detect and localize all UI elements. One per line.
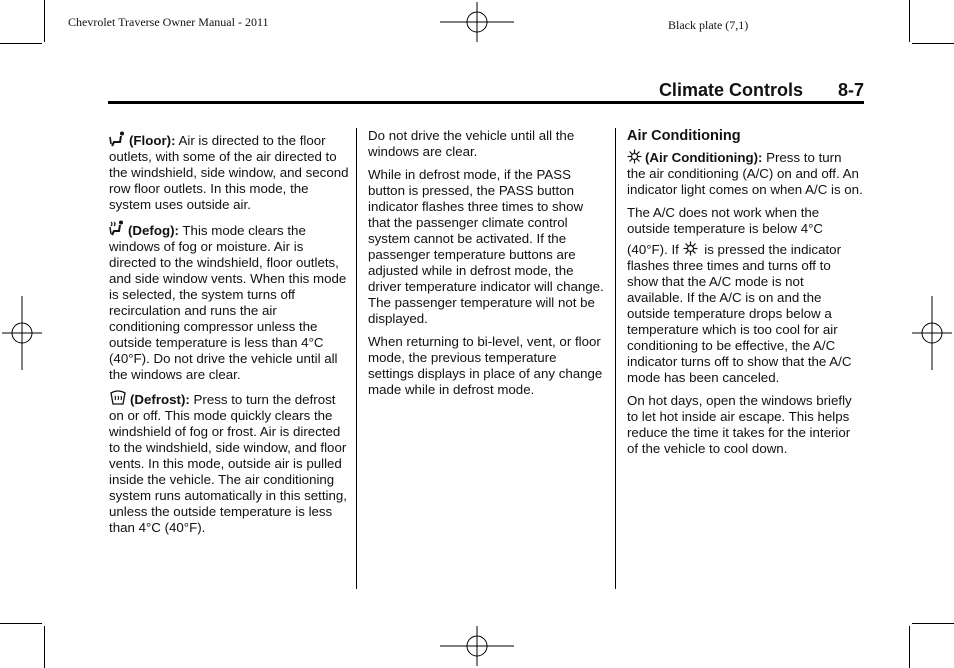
ac-paragraph xyxy=(627,149,863,198)
floor-paragraph xyxy=(109,131,349,213)
column-3 xyxy=(627,128,863,464)
slug-title: Chevrolet Traverse Owner Manual - 2011 xyxy=(68,15,269,29)
crop-mark xyxy=(912,623,954,624)
crop-mark xyxy=(44,626,45,668)
section-title: Climate Controls xyxy=(658,80,803,100)
column-divider xyxy=(615,128,616,589)
defog-paragraph xyxy=(109,220,349,383)
ac-text: Press to turn the air conditioning (A/C) on and off. An indicator light comes on when A/C is on. xyxy=(627,150,863,197)
page-number: 8-7 xyxy=(837,80,864,100)
ac-label: (Air Conditioning): xyxy=(645,150,763,165)
registration-mark-top xyxy=(440,2,514,42)
air-conditioning-icon xyxy=(627,149,642,164)
defrost-label: (Defrost): xyxy=(130,392,190,407)
crop-mark xyxy=(912,43,954,44)
defrost-mode-icon xyxy=(109,390,127,406)
defog-text: This mode clears the windows of fog or moisture. Air is directed to the windshield, floor outlets, and side window vents. When this mode is selected, the system turns off recirculation and runs the air conditioning compressor unless the outside temperature is less than 4°C (40°F). Do not drive the vehicle until all the windows are clear. xyxy=(109,223,347,382)
column-3-paragraph-4: On hot days, open the windows briefly to let hot inside air escape. This helps reduce the time it takes for the interior of the vehicle to cool down. xyxy=(627,393,852,456)
slug-plate: Black plate (7,1) xyxy=(668,18,749,32)
column-2-paragraph-1: Do not drive the vehicle until all the windows are clear. xyxy=(368,128,575,159)
crop-mark xyxy=(44,0,45,42)
floor-mode-icon xyxy=(109,131,126,147)
crop-mark xyxy=(909,0,910,42)
defrost-text: Press to turn the defrost on or off. This mode quickly clears the windshield of fog or frost. Air is directed to the windshield, side window, and floor vents. In this mode, outside air is pulled inside the vehicle. The air conditioning system runs automatically in this setting, unless the outside temperature is less than 4°C (40°F). xyxy=(109,392,347,535)
floor-text: Air is directed to the floor outlets, with some of the air directed to the windshield, side window, and second row floor outlets. In this mode, the system uses outside air. xyxy=(109,133,349,212)
registration-mark-right xyxy=(912,296,952,370)
registration-mark-bottom xyxy=(440,626,514,666)
defrost-paragraph xyxy=(109,390,349,536)
crop-mark xyxy=(0,623,42,624)
paragraph-3-rest: is pressed the indicator flashes three times and turns off to show that the A/C mode is not available. If the A/C is on and the outside temperature drops below a temperature which is too cool for air conditioning to be effective, the A/C indicator turns off to show that the A/C mode has been canceled. xyxy=(627,242,852,385)
crop-mark xyxy=(909,626,910,668)
registration-mark-left xyxy=(2,296,42,370)
column-1 xyxy=(109,131,349,543)
column-3-paragraph-2: The A/C does not work when the outside temperature is below 4°C xyxy=(627,205,824,236)
air-conditioning-icon xyxy=(683,241,698,256)
column-divider xyxy=(356,128,357,589)
column-2 xyxy=(368,128,604,405)
column-2-paragraph-3: When returning to bi-level, vent, or floor mode, the previous temperature settings displays in place of any change made while in defrost mode. xyxy=(368,334,603,397)
defog-mode-icon xyxy=(109,220,125,237)
header-rule xyxy=(108,101,864,104)
column-3-paragraph-3 xyxy=(627,241,863,386)
column-2-paragraph-2: While in defrost mode, if the PASS button is pressed, the PASS button indicator flashes three times to show that the passenger climate control system cannot be activated. If the passenger temperature buttons are adjusted while in defrost mode, the driver temperature indicator will change. The passenger temperature will not be displayed. xyxy=(368,167,604,326)
running-header xyxy=(659,80,864,101)
paragraph-3-start: (40°F). If xyxy=(627,242,683,257)
defog-label: (Defog): xyxy=(128,223,179,238)
section-heading: Air Conditioning xyxy=(627,128,741,144)
crop-mark xyxy=(0,43,42,44)
floor-label: (Floor): xyxy=(129,133,176,148)
